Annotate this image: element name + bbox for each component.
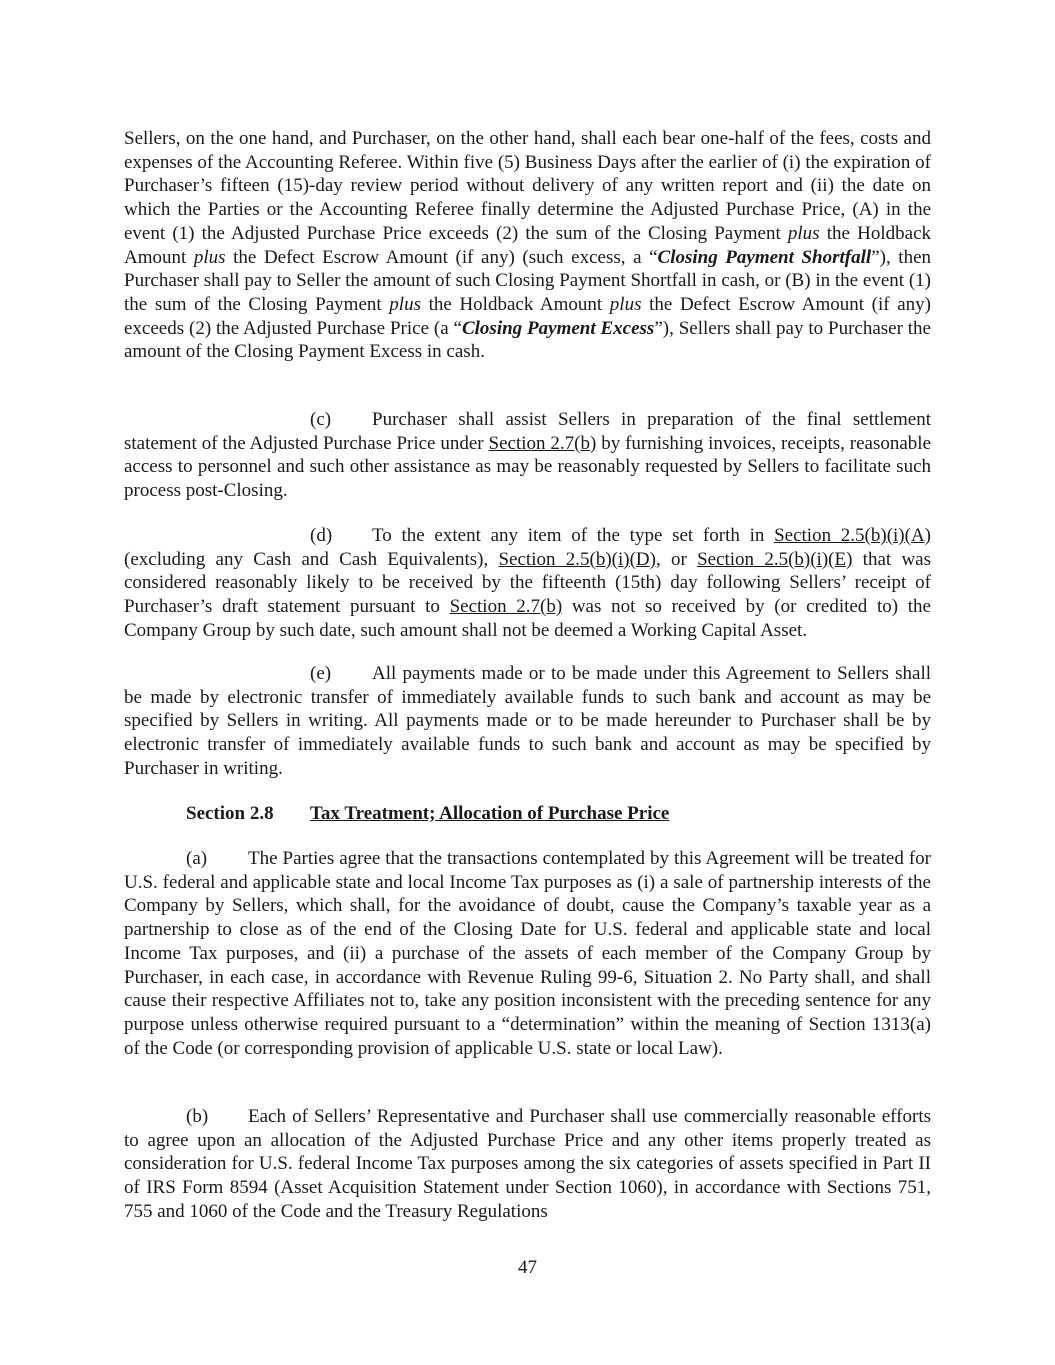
paragraph-a: (a) The Parties agree that the transactions contemplated by this Agreement will be treated for U.S. federal and applicable state and local Income Tax purposes as (i) a sale of partnership interests of the Company by Sellers, which shall, for the avoidance of doubt, cause the Company’s taxable year as a partnership to close as of the end of the Closing Date for U.S. federal and applicable state and local Income Tax purposes, and (ii) a purchase of the assets of each member of the Company Group by Purchaser, in each case, in accordance with Revenue Ruling 99-6, Situation 2. No Party shall, and shall cause their respective Affiliates not to, take any position inconsistent with the preceding sentence for any purpose unless otherwise required pursuant to a “determination” within the meaning of Section 1313(a) of the Code (or corresponding provision of applicable U.S. state or local Law).	[124, 848, 931, 1059]
section-reference: Section 2.7(b)	[488, 432, 597, 454]
term-plus: plus	[193, 246, 226, 268]
term-plus: plus	[389, 293, 421, 315]
paragraph-b: (b) Each of Sellers’ Representative and Purchaser shall use commercially reasonable efforts to agree upon an allocation of the Adjusted Purchase Price and any other items properly treated as consideration for U.S. federal Income Tax purposes among the six categories of assets specified in Part II of IRS Form 8594 (Asset Acquisition Statement under Section 1060), in accordance with Sections 751, 755 and 1060 of the Code and the Treasury Regulations	[124, 1106, 931, 1222]
paragraph-label: (a)	[186, 848, 208, 869]
paragraph-label: (d)	[310, 525, 333, 546]
section-number: Section 2.8	[186, 803, 274, 824]
term-plus: plus	[787, 222, 820, 244]
section-title: Tax Treatment; Allocation of Purchase Price	[310, 803, 670, 824]
paragraph-c: (c) Purchaser shall assist Sellers in preparation of the final settlement statement of the Adjusted Purchase Price under Section 2.7(b) by furnishing invoices, receipts, reasonable access to personnel and such other assistance as may be reasonably requested by Sellers to facilitate such process post-Closing.	[124, 409, 932, 502]
paragraph-label: (e)	[310, 663, 332, 684]
section-reference: Section 2.5(b)(i)(E)	[697, 548, 853, 570]
defined-term-closing-payment-excess: Closing Payment Excess	[461, 317, 655, 339]
paragraph-e: (e) All payments made or to be made under this Agreement to Sellers shall be made by electronic transfer of immediately available funds to such bank and account as may be specified by Sellers in writing. All payments made or to be made hereunder to Purchaser shall be by electronic transfer of immediately available funds to such bank and account as may be specified by Purchaser in writing.	[124, 663, 931, 779]
section-reference: Section 2.7(b)	[449, 596, 563, 618]
term-plus: plus	[609, 293, 642, 315]
paragraph-fees-and-closing-payment: Sellers, on the one hand, and Purchaser, on the other hand, shall each bear one-half of the fees, costs and expenses of the Accounting Referee. Within five (5) Business Days after the earlier of (i) the expiration of Purchaser’s fifteen (15)-day review period without delivery of any written report and (ii) the date on which the Parties or the Accounting Referee finally determine the Adjusted Purchase Price, (A) in the event (1) the Adjusted Purchase Price exceeds (2) the sum of the Closing Payment plus the Holdback Amount plus the Defect Escrow Amount (if any) (such excess, a “Closing Payment Shortfall”), then Purchaser shall pay to Seller the amount of such Closing Payment Shortfall in cash, or (B) in the event (1) the sum of the Closing Payment plus the Holdback Amount plus the Defect Escrow Amount (if any) exceeds (2) the Adjusted Purchase Price (a “Closing Payment Excess”), Sellers shall pay to Purchaser the amount of the Closing Payment Excess in cash.	[124, 128, 932, 363]
section-heading	[186, 802, 669, 826]
paragraph-label: (b)	[186, 1106, 209, 1127]
page-number: 47	[518, 1257, 537, 1278]
defined-term-closing-payment-shortfall: Closing Payment Shortfall	[657, 246, 872, 268]
paragraph-label: (c)	[310, 409, 332, 430]
section-reference: Section 2.5(b)(i)(D)	[498, 548, 656, 570]
paragraph-d: (d) To the extent any item of the type set forth in Section 2.5(b)(i)(A) (excluding any Cash and Cash Equivalents), Section 2.5(b)(i)(D), or Section 2.5(b)(i)(E) that was considered reasonably likely to be received by the fifteenth (15th) day following Sellers’ receipt of Purchaser’s draft statement pursuant to Section 2.7(b) was not so received by (or credited to) the Company Group by such date, such amount shall not be deemed a Working Capital Asset.	[124, 525, 931, 641]
section-reference: Section 2.5(b)(i)(A)	[774, 525, 931, 546]
